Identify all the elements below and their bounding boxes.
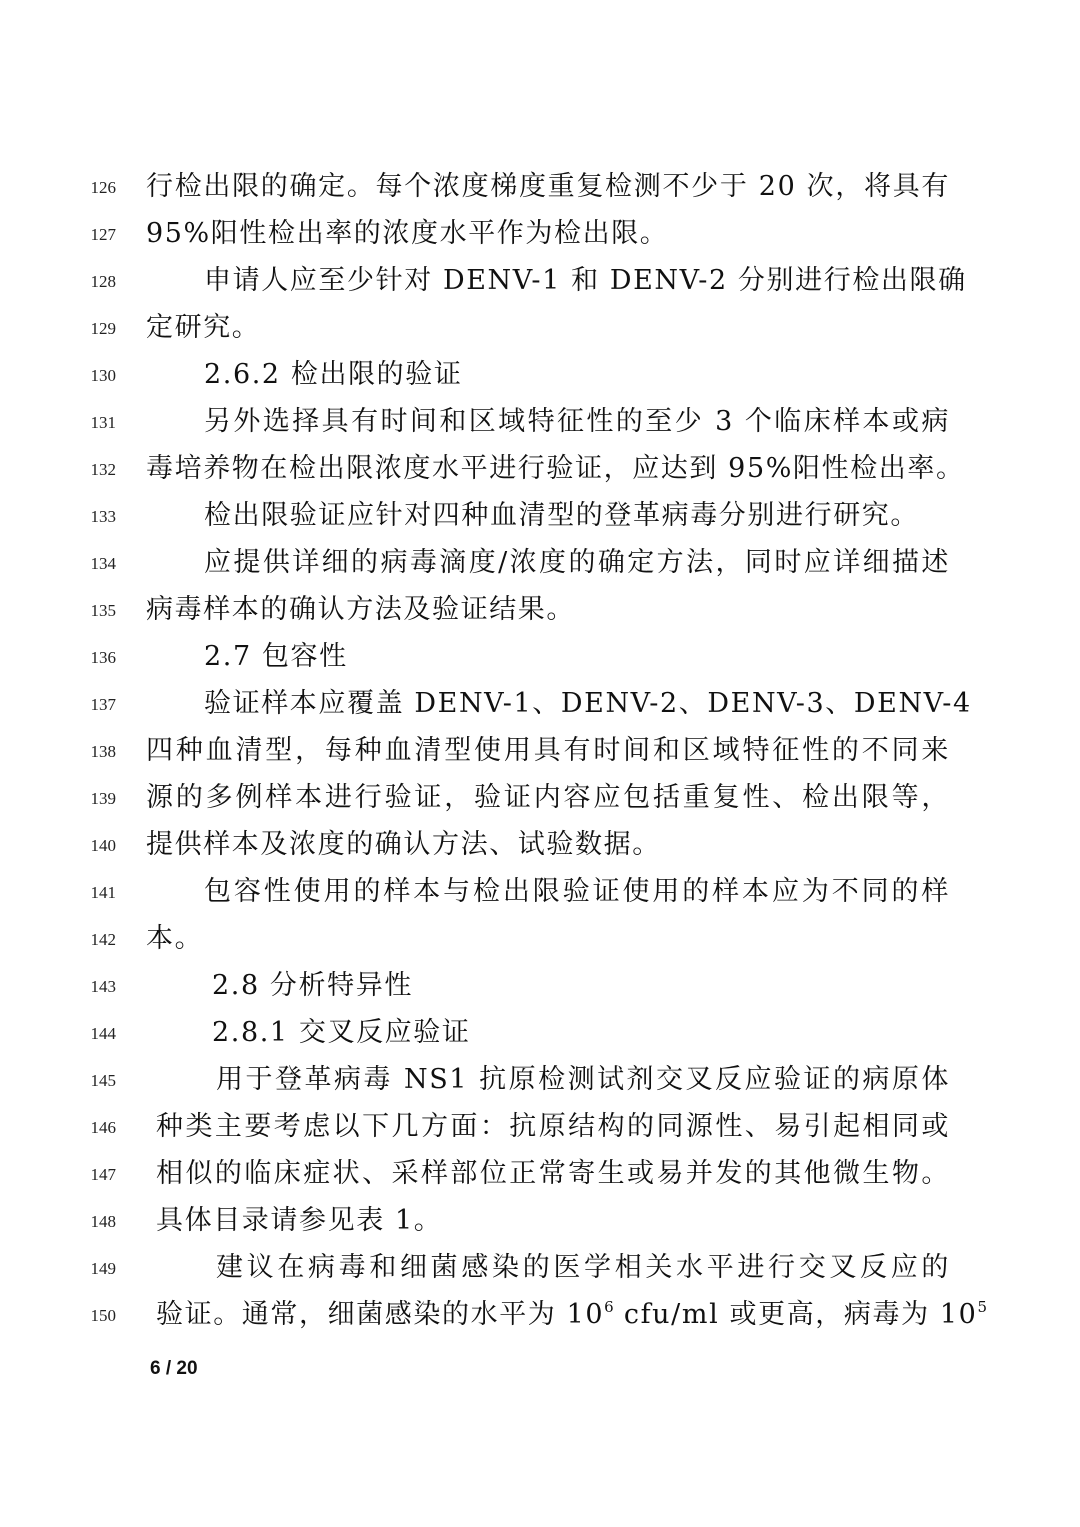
line-number: 128: [90, 272, 116, 291]
line-number: 141: [90, 883, 116, 902]
text-line: [0, 211, 1080, 259]
line-number: 144: [90, 1024, 116, 1043]
line-text-part: 验证。通常，细菌感染的水平为 10: [156, 1299, 605, 1330]
line-number: 130: [90, 366, 116, 385]
line-number: 142: [90, 930, 116, 949]
line-text: 检出限验证应针对四种血清型的登革病毒分别进行研究。: [204, 500, 919, 531]
text-line: [0, 540, 1080, 588]
text-line: [0, 1010, 1080, 1058]
text-line: [0, 1151, 1080, 1199]
line-number: 133: [90, 507, 116, 526]
text-line: [0, 775, 1080, 823]
line-text: 种类主要考虑以下几方面：抗原结构的同源性、易引起相同或: [156, 1111, 950, 1142]
section-heading: 2.6.2 检出限的验证: [204, 359, 463, 390]
text-line: [0, 1198, 1080, 1246]
line-text: 行检出限的确定。每个浓度梯度重复检测不少于 20 次，将具有: [146, 171, 950, 202]
line-text: 具体目录请参见表 1。: [156, 1205, 443, 1236]
text-line: [0, 1245, 1080, 1293]
line-number: 146: [90, 1118, 116, 1137]
line-number: 148: [90, 1212, 116, 1231]
text-line: [0, 399, 1080, 447]
line-text: 建议在病毒和细菌感染的医学相关水平进行交叉反应的: [216, 1252, 950, 1283]
line-number: 139: [90, 789, 116, 808]
line-text: 病毒样本的确认方法及验证结果。: [146, 594, 575, 625]
line-number: 131: [90, 413, 116, 432]
line-number: 134: [90, 554, 116, 573]
superscript: 6: [604, 1298, 614, 1316]
text-line: [0, 1057, 1080, 1105]
superscript: 5: [977, 1298, 987, 1316]
line-number: 136: [90, 648, 116, 667]
line-text: 申请人应至少针对 DENV-1 和 DENV-2 分别进行检出限确: [204, 265, 967, 296]
text-line: [0, 681, 1080, 729]
line-number: 149: [90, 1259, 116, 1278]
page-number: 6 / 20: [150, 1358, 198, 1379]
line-text: 另外选择具有时间和区域特征性的至少 3 个临床样本或病: [204, 406, 950, 437]
text-line: [0, 869, 1080, 917]
line-text: 相似的临床症状、采样部位正常寄生或易并发的其他微生物。: [156, 1158, 950, 1189]
line-text: 95%阳性检出率的浓度水平作为检出限。: [146, 218, 669, 249]
line-number: 129: [90, 319, 116, 338]
line-number: 137: [90, 695, 116, 714]
text-line: [0, 446, 1080, 494]
text-line: [0, 728, 1080, 776]
text-line: [0, 493, 1080, 541]
text-line: [0, 916, 1080, 964]
line-text: 毒培养物在检出限浓度水平进行验证，应达到 95%阳性检出率。: [146, 453, 965, 484]
line-number: 140: [90, 836, 116, 855]
section-heading: 2.8.1 交叉反应验证: [212, 1017, 471, 1048]
line-text: 验证样本应覆盖 DENV-1、DENV-2、DENV-3、DENV-4: [204, 688, 972, 719]
line-text: 应提供详细的病毒滴度/浓度的确定方法，同时应详细描述: [204, 547, 950, 578]
line-number: 135: [90, 601, 116, 620]
line-text: [156, 1292, 987, 1331]
line-text: 定研究。: [146, 312, 261, 343]
text-line: [0, 822, 1080, 870]
line-number: 143: [90, 977, 116, 996]
line-number: 138: [90, 742, 116, 761]
text-line: [0, 634, 1080, 682]
line-number: 147: [90, 1165, 116, 1184]
line-text: 提供样本及浓度的确认方法、试验数据。: [146, 829, 661, 860]
text-line: [0, 258, 1080, 306]
text-line: [0, 1292, 1080, 1340]
text-line: [0, 1104, 1080, 1152]
line-number: 145: [90, 1071, 116, 1090]
line-number: 150: [90, 1306, 116, 1325]
line-text: 包容性使用的样本与检出限验证使用的样本应为不同的样: [204, 876, 950, 907]
section-heading: 2.8 分析特异性: [212, 970, 413, 1001]
section-heading: 2.7 包容性: [204, 641, 348, 672]
text-line: [0, 352, 1080, 400]
text-line: [0, 963, 1080, 1011]
text-line: [0, 587, 1080, 635]
line-text: 源的多例样本进行验证，验证内容应包括重复性、检出限等，: [146, 782, 950, 813]
line-number: 132: [90, 460, 116, 479]
line-text: 四种血清型，每种血清型使用具有时间和区域特征性的不同来: [146, 735, 950, 766]
line-text: 用于登革病毒 NS1 抗原检测试剂交叉反应验证的病原体: [216, 1064, 950, 1095]
text-line: [0, 305, 1080, 353]
line-text: 本。: [146, 923, 204, 954]
line-number: 127: [90, 225, 116, 244]
text-line: [0, 164, 1080, 212]
line-number: 126: [90, 178, 116, 197]
line-text-part: cfu/ml 或更高，病毒为 10: [613, 1299, 978, 1330]
